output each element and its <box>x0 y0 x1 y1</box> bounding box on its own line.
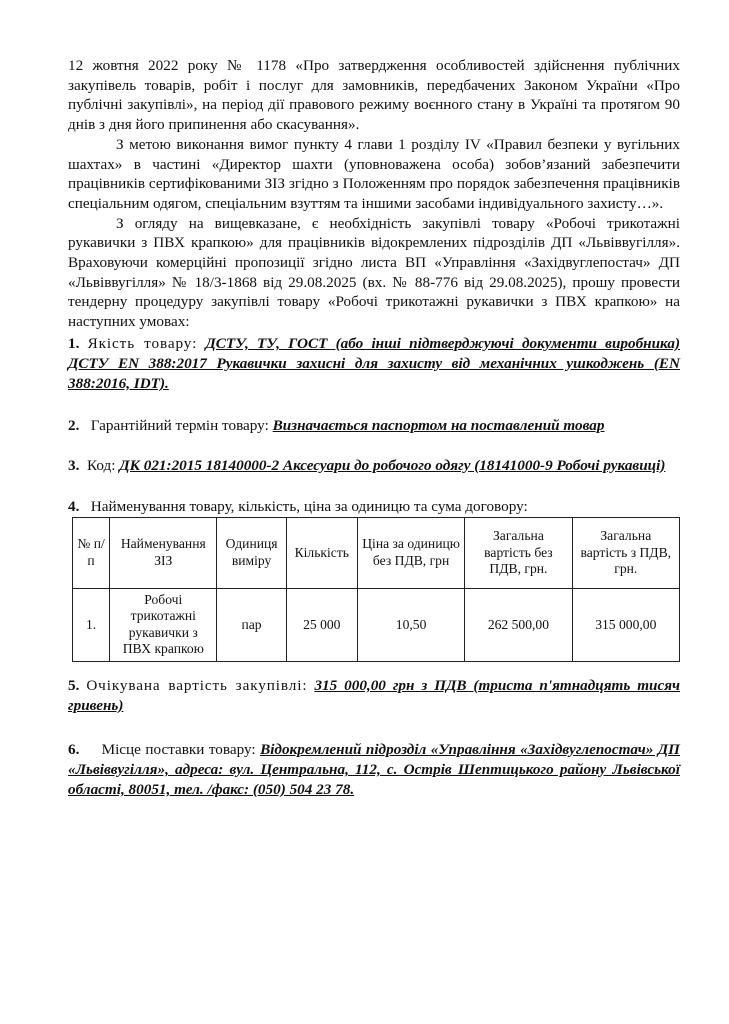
col-header-quantity: Кількість <box>286 517 357 588</box>
cell-name: Робочі трикотажні рукавички з ПВХ крапкою <box>110 588 217 661</box>
item-delivery-place-value: Відокремлений підрозділ «Управління «Західвуглепостач» ДП «Львіввугілля», адреса: вул. Центральна, 112, с. Острів Шептицького району Львівської області, 80051, тел. /факс: (050) 504 23 78. <box>68 740 680 798</box>
item-code-value: ДК 021:2015 18140000-2 Аксесуари до робочого одягу (18141000-9 Робочі рукавиці) <box>119 456 666 474</box>
cell-number: 1. <box>73 588 110 661</box>
item-expected-cost: 5. Очікувана вартість закупівлі: 315 000,00 грн з ПДВ (триста п'ятнадцять тисяч гривень) <box>68 676 681 714</box>
table-header-row <box>73 517 680 588</box>
intro-paragraph: 12 жовтня 2022 року № 1178 «Про затвердження особливостей здійснення публічних закупівель товарів, робіт і послуг для замовників, передбачених Законом України «Про публічні закупівлі», на період дії правового режиму воєнного стану в Україні та протягом 90 днів з дня його припинення або скасування». <box>68 57 680 134</box>
safety-rules-paragraph: З метою виконання вимог пункту 4 глави 1 розділу IV «Правил безпеки у вугільних шахтах» в частині «Директор шахти (уповноважена особа) зобов’язаний забезпечити працівників сертифікованими ЗІЗ згідно з Положенням про порядок забезпечення працівників спеціальним одягом, спеціальним взуттям та іншими засобами індивідуального захисту…». <box>68 135 680 212</box>
col-header-total-no-vat: Загальна вартість без ПДВ, грн. <box>465 517 572 588</box>
item-code-label: Код: <box>86 456 116 474</box>
item-goods-label: Найменування товару, кількість, ціна за одиницю та сума договору: <box>90 498 528 516</box>
cell-quantity: 25 000 <box>286 588 357 661</box>
cell-unit: пар <box>217 588 286 661</box>
item-delivery-place: 6. Місце поставки товару: Відокремлений підрозділ «Управління «Західвуглепостач» ДП «Львіввугілля», адреса: вул. Центральна, 112, с. Острів Шептицького району Львівської області, 80051, тел. /факс: (050) 504 23 78. <box>68 740 680 798</box>
item-quality-label: Якість товару: <box>87 334 198 352</box>
procurement-request-paragraph: З огляду на вищевказане, є необхідність закупівлі товару «Робочі трикотажні рукавички з ПВХ крапкою» для працівників відокремлених підрозділів ДП «Львіввугілля». Враховуючи комерційні пропозиції згідно листа ВП «Управління «Західвуглепостач» ДП «Львіввугілля» № 18/3-1868 від 29.08.2025 (вх. № 88-776 від 29.08.2025), прошу провести тендерну процедуру закупівлі товару «Робочі трикотажні рукавички з ПВХ крапкою» на наступних умовах: <box>68 214 680 331</box>
col-header-unit: Одиниця виміру <box>217 517 286 588</box>
item-goods-heading: 4. Найменування товару, кількість, ціна за одиницю та сума договору: <box>68 498 528 516</box>
col-header-total-vat: Загальна вартість з ПДВ, грн. <box>572 517 679 588</box>
goods-table <box>72 517 680 662</box>
item-warranty-label: Гарантійний термін товару: <box>90 416 269 434</box>
col-header-number: № п/п <box>73 517 110 588</box>
item-warranty: 2. Гарантійний термін товару: Визначається паспортом на поставлений товар <box>68 416 605 434</box>
item-warranty-value: Визначається паспортом на поставлений товар <box>272 416 605 434</box>
item-expected-cost-label: Очікувана вартість закупівлі: <box>86 676 308 694</box>
document-page <box>68 56 680 800</box>
item-code: 3. Код: ДК 021:2015 18140000-2 Аксесуари до робочого одягу (18141000-9 Робочі рукавиці) <box>68 456 666 474</box>
item-expected-cost-value: 315 000,00 грн з ПДВ (триста п'ятнадцять тисяч гривень) <box>68 676 681 714</box>
cell-total-no-vat: 262 500,00 <box>465 588 572 661</box>
item-delivery-place-label: Місце поставки товару: <box>101 740 256 758</box>
cell-total-vat: 315 000,00 <box>572 588 679 661</box>
item-quality: 1. Якість товару: ДСТУ, ТУ, ГОСТ (або інші підтверджуючі документи виробника) ДСТУ EN 388:2017 Рукавички захисні для захисту від механічних ушкоджень (EN 388:2016, IDT). <box>68 334 681 392</box>
col-header-unit-price: Ціна за одиницю без ПДВ, грн <box>357 517 464 588</box>
table-row <box>73 588 680 661</box>
col-header-name: Найменування ЗІЗ <box>110 517 217 588</box>
cell-unit-price: 10,50 <box>357 588 464 661</box>
item-quality-value: ДСТУ, ТУ, ГОСТ (або інші підтверджуючі документи виробника) ДСТУ EN 388:2017 Рукавички захисні для захисту від механічних ушкоджень (EN 388:2016, IDT). <box>68 334 681 392</box>
